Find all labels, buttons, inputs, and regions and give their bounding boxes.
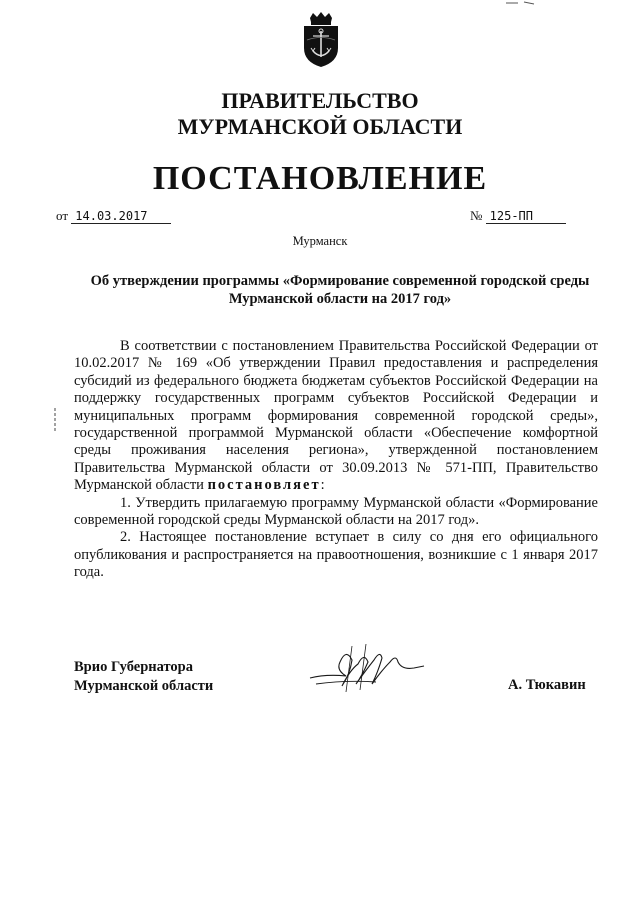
number-value: 125-ПП xyxy=(486,209,566,224)
scan-mark-icon xyxy=(504,0,544,6)
preamble-text: В соответствии с постановлением Правительства Российской Федерации от 10.02.2017 № 169 «Об утверждении Правил предоставления и распределения субсидий из федерального бюджета бюджетам субъектов Российской Федерации на поддержку государственных программ субъектов Российской Федерации и муниципальных программ формирования современной городской среды», государственной программой Мурманской области «Обеспечение комфортной среды проживания населения региона», утвержденной постановлением Правительства Мурманской области от 30.09.2013 № 571-ПП, Правительство Мурманской области xyxy=(74,338,598,494)
signer-position-line1: Врио Губернатора xyxy=(74,659,193,675)
preamble-paragraph xyxy=(74,338,598,495)
document-type: ПОСТАНОВЛЕНИЕ xyxy=(152,160,488,197)
signer-position xyxy=(74,658,213,696)
document-body xyxy=(74,338,598,582)
document-title: Об утверждении программы «Формирование современной городской среды Мурманской области на 2017 год» xyxy=(90,273,590,307)
margin-mark-icon xyxy=(52,408,58,432)
decree-word: постановляет xyxy=(207,477,321,494)
date-prefix: от xyxy=(56,208,69,223)
number-field xyxy=(470,208,566,224)
murmansk-coat-of-arms-icon xyxy=(300,12,342,68)
handwritten-signature-icon xyxy=(306,640,426,696)
signer-name: А. Тюкавин xyxy=(508,677,586,693)
item-2: 2. Настоящее постановление вступает в силу со дня его официального опубликования и распространяется на правоотношения, возникшие с 1 января 2017 года. xyxy=(74,529,598,581)
signer-position-line2: Мурманской области xyxy=(74,678,214,694)
date-value: 14.03.2017 xyxy=(71,209,171,224)
org-name-line2: МУРМАНСКОЙ ОБЛАСТИ xyxy=(177,114,463,139)
decree-colon: : xyxy=(320,477,325,494)
item-1: 1. Утвердить прилагаемую программу Мурманской области «Формирование современной городской среды Мурманской области на 2017 год». xyxy=(74,494,598,529)
date-field xyxy=(56,208,171,224)
number-prefix: № xyxy=(470,208,483,223)
city-name: Мурманск xyxy=(292,234,348,248)
org-name-line1: ПРАВИТЕЛЬСТВО xyxy=(221,88,419,113)
